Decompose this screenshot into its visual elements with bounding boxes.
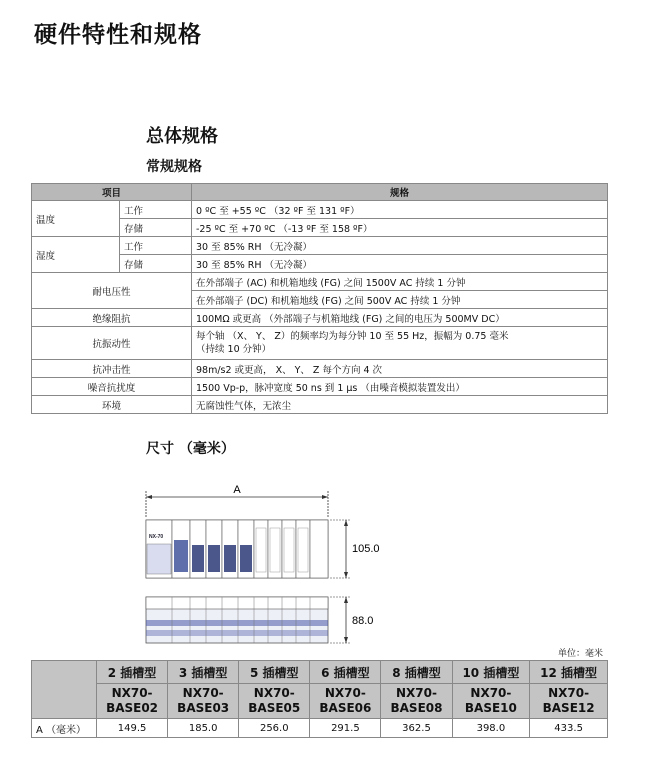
noise-value: 1500 Vp-p，脉冲宽度 50 ns 到 1 μs （由噪音模拟装置发出） xyxy=(192,378,608,396)
model-line1: NX70- xyxy=(324,686,366,700)
end-cap xyxy=(310,520,328,578)
side-stripe-2 xyxy=(146,630,328,636)
hum-st-value: 30 至 85% RH （无冷凝） xyxy=(192,255,608,273)
subsection-title: 常规规格 xyxy=(146,159,202,175)
insul-label: 绝缘阻抗 xyxy=(32,309,192,327)
dim-value: 433.5 xyxy=(530,719,608,738)
side-top xyxy=(146,597,328,609)
io-panel-2 xyxy=(208,545,220,572)
volt-label: 耐电压性 xyxy=(32,273,192,309)
model-header xyxy=(239,684,310,719)
model-line1: NX70- xyxy=(396,686,437,700)
shock-label: 抗冲击性 xyxy=(32,360,192,378)
model-line1: NX70- xyxy=(470,686,512,700)
temp-op-value: 0 ºC 至 +55 ºC （32 ºF 至 131 ºF） xyxy=(192,201,608,219)
dim-h1-arrow-top xyxy=(344,520,348,526)
hum-op-value: 30 至 85% RH （无冷凝） xyxy=(192,237,608,255)
dim-row-label: A （毫米） xyxy=(32,719,97,738)
page-title: 硬件特性和规格 xyxy=(34,22,202,48)
module-label: NX-70 xyxy=(149,534,164,540)
slot-header: 6 插槽型 xyxy=(310,661,381,684)
io-panel-4 xyxy=(240,545,252,572)
model-line2: BASE03 xyxy=(177,701,230,715)
dim-h2-arrow-top xyxy=(344,597,348,603)
slot-header: 10 插槽型 xyxy=(452,661,530,684)
model-line2: BASE06 xyxy=(319,701,372,715)
slot-header: 2 插槽型 xyxy=(97,661,168,684)
volt-value-2: 在外部端子 (DC) 和机箱地线 (FG) 之间 500V AC 持续 1 分钟 xyxy=(192,291,608,309)
env-value: 无腐蚀性气体，无浓尘 xyxy=(192,396,608,414)
cpu-panel xyxy=(174,540,188,572)
dim-value: 149.5 xyxy=(97,719,168,738)
dim-h1-arrow-bottom xyxy=(344,572,348,578)
vib-value-line2: （持续 10 分钟） xyxy=(196,344,272,355)
dimensions-heading: 尺寸 （毫米） xyxy=(146,441,235,457)
model-line1: NX70- xyxy=(548,686,590,700)
dim-value: 362.5 xyxy=(381,719,452,738)
insul-value: 100MΩ 或更高 （外部端子与机箱地线 (FG) 之间的电压为 500MV DC） xyxy=(192,309,608,327)
vib-value-line1: 每个轴 （X、 Y、 Z）的频率均为每分钟 10 至 55 Hz，振幅为 0.75 毫米 xyxy=(196,331,509,342)
volt-value-1: 在外部端子 (AC) 和机箱地线 (FG) 之间 1500V AC 持续 1 分钟 xyxy=(192,273,608,291)
model-line2: BASE12 xyxy=(542,701,595,715)
shock-value: 98m/s2 或更高， X、 Y、 Z 每个方向 4 次 xyxy=(192,360,608,378)
side-view xyxy=(146,597,328,643)
slot-header: 3 插槽型 xyxy=(168,661,239,684)
hum-st-label: 存储 xyxy=(120,255,192,273)
unit-note: 单位：毫米 xyxy=(558,649,604,659)
env-label: 环境 xyxy=(32,396,192,414)
power-panel xyxy=(147,544,171,574)
noise-label: 噪音抗扰度 xyxy=(32,378,192,396)
dim-h1-label: 105.0 xyxy=(352,543,380,555)
io-panel-1 xyxy=(192,545,204,572)
io-panel-3 xyxy=(224,545,236,572)
model-header xyxy=(381,684,452,719)
model-header xyxy=(97,684,168,719)
slot-header: 8 插槽型 xyxy=(381,661,452,684)
dim-a-arrow-left xyxy=(146,495,152,499)
dim-model-row xyxy=(32,684,608,719)
front-view xyxy=(146,520,328,578)
model-line1: NX70- xyxy=(253,686,295,700)
hum-op-label: 工作 xyxy=(120,237,192,255)
model-line2: BASE02 xyxy=(106,701,159,715)
model-line2: BASE05 xyxy=(248,701,301,715)
dim-h2-arrow-bottom xyxy=(344,637,348,643)
dimensions-table xyxy=(31,660,608,738)
slot-header: 5 插槽型 xyxy=(239,661,310,684)
model-line1: NX70- xyxy=(182,686,224,700)
section-title: 总体规格 xyxy=(146,126,218,147)
dim-value: 398.0 xyxy=(452,719,530,738)
model-header xyxy=(452,684,530,719)
side-stripe-1 xyxy=(146,620,328,626)
dim-a-arrow-right xyxy=(322,495,328,499)
model-line2: BASE08 xyxy=(390,701,443,715)
spec-header-item: 项目 xyxy=(32,184,192,201)
dim-value-row xyxy=(32,719,608,738)
temp-st-label: 存储 xyxy=(120,219,192,237)
dim-slot-row xyxy=(32,661,608,684)
dim-value: 291.5 xyxy=(310,719,381,738)
model-header xyxy=(168,684,239,719)
model-header xyxy=(530,684,608,719)
vib-label: 抗振动性 xyxy=(32,327,192,360)
dim-corner xyxy=(32,661,97,719)
temp-label: 温度 xyxy=(32,201,120,237)
model-line1: NX70- xyxy=(111,686,153,700)
spec-header-spec: 规格 xyxy=(192,184,608,201)
dim-value: 185.0 xyxy=(168,719,239,738)
model-line2: BASE10 xyxy=(464,701,517,715)
temp-st-value: -25 ºC 至 +70 ºC （-13 ºF 至 158 ºF） xyxy=(192,219,608,237)
hum-label: 湿度 xyxy=(32,237,120,273)
temp-op-label: 工作 xyxy=(120,201,192,219)
dim-value: 256.0 xyxy=(239,719,310,738)
slot-header: 12 插槽型 xyxy=(530,661,608,684)
model-header xyxy=(310,684,381,719)
dim-h2-label: 88.0 xyxy=(352,615,374,627)
dim-a-label: A xyxy=(233,484,241,496)
